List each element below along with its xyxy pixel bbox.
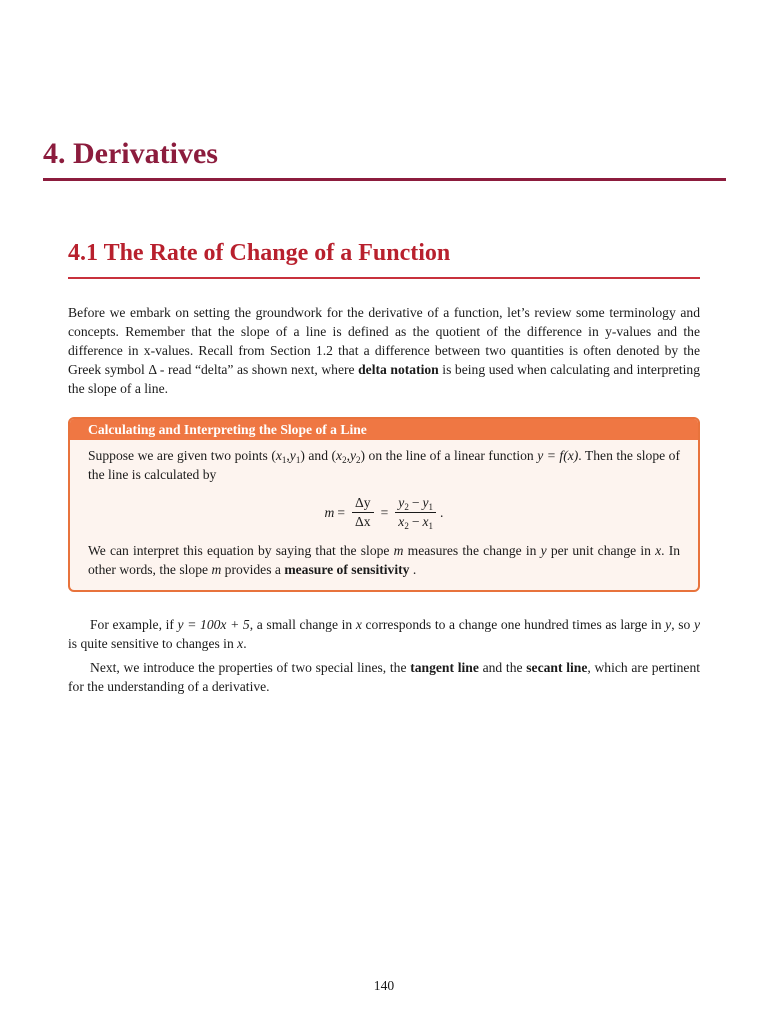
example-paragraph: For example, if y = 100x + 5, a small change in x corresponds to a change one hundred times as large in y, so y is quite sensitive to changes in x. [68, 617, 700, 651]
delta-notation-term: delta notation [358, 362, 439, 377]
next-paragraph: Next, we introduce the properties of two special lines, the tangent line and the secant line, which are pertinent for the understanding of a derivative. [68, 660, 701, 694]
definition-box [68, 417, 700, 592]
measure-of-sensitivity-term: measure of sensitivity [284, 562, 410, 577]
definition-box-title: Calculating and Interpreting the Slope of a Line [70, 419, 698, 440]
page-number: 140 [373, 978, 395, 993]
intro-paragraph: Before we embark on setting the groundwork for the derivative of a function, let’s review some terminology and concepts. Remember that the slope of a line is defined as the quotient of the difference in y-values and the difference in x-values. Recall from Section 1.2 that a difference between two quantities is often denoted by the Greek symbol Δ - read “delta” as shown next, where delta notation is being used when calculating and interpreting the slope of a line. [68, 305, 701, 396]
section-rule [68, 277, 700, 279]
slope-formula: m = $\frac{\Delta y}{\Delta x}$ = $\frac{y_2 - y_1}{x_2 - x_1}$ . [324, 494, 444, 531]
section-title: 4.1 The Rate of Change of a Function [68, 240, 451, 266]
box-paragraph-2: We can interpret this equation by saying that the slope m measures the change in y per unit change in x. In other words, the slope m provides a measure of sensitivity . [88, 543, 681, 577]
box-paragraph-1: Suppose we are given two points $(x_1,y_1)$ and $(x_2,y_2)$ on the line of a linear function y = f(x). Then the slope of the line is calculated by [88, 448, 680, 482]
chapter-rule [43, 178, 726, 181]
difference-fraction: $\frac{y_2 - y_1}{x_2 - x_1}$ [395, 495, 436, 530]
chapter-title: 4. Derivatives [43, 137, 218, 170]
tangent-line-term: tangent line [410, 660, 479, 675]
definition-box-body [70, 440, 698, 579]
delta-fraction: $\frac{\Delta y}{\Delta x}$ [352, 495, 374, 530]
secant-line-term: secant line [526, 660, 588, 675]
